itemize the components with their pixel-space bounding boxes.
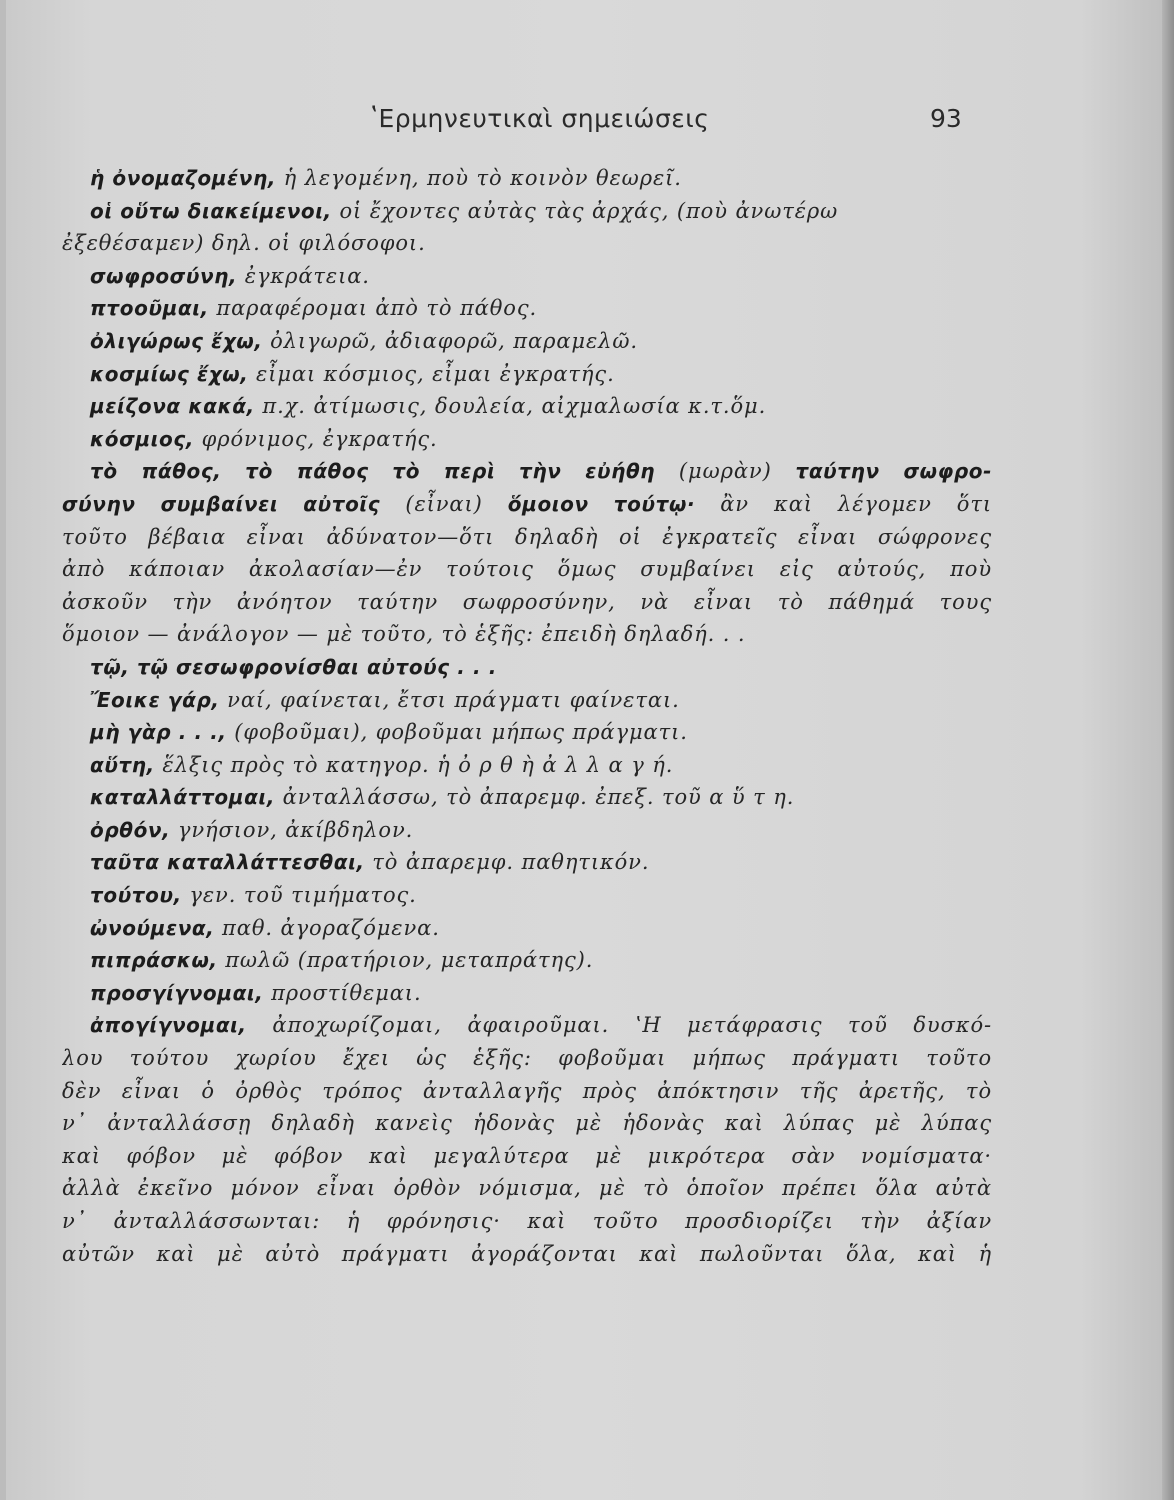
gloss-text: ἐξεθέσαμεν) δηλ. οἱ φιλόσοφοι. (62, 231, 426, 256)
text-line (62, 260, 992, 293)
text-line (62, 227, 992, 260)
lemma-term: μείζονα κακά, (90, 394, 255, 419)
gloss-text: (εἶναι) (380, 491, 508, 516)
text-line (62, 586, 992, 619)
lemma-term: πτοοῦμαι, (90, 296, 209, 321)
text-line (62, 553, 992, 586)
text-line (62, 423, 992, 456)
gloss-text: παραφέρομαι ἀπὸ τὸ πάθος. (208, 296, 538, 321)
page-left-edge (0, 0, 6, 1500)
text-line (62, 651, 992, 684)
text-line (62, 716, 992, 749)
lemma-term: σωφροσύνη, (90, 263, 238, 288)
lemma-term: προσγίγνομαι, (90, 980, 264, 1005)
page-right-edge-shadow (1162, 0, 1174, 1500)
page-body-text (62, 162, 992, 1270)
gloss-text: ἀσκοῦν τὴν ἀνόητον ταύτην σωφροσύνην, νὰ εἶναι τὸ πάθημά τους (62, 589, 992, 614)
gloss-text: λου τούτου χωρίου ἔχει ὡς ἑξῆς: φοβοῦμαι μήπως πράγματι τοῦτο (62, 1046, 992, 1071)
gloss-text: ἀλλὰ ἐκεῖνο μόνον εἶναι ὀρθὸν νόμισμα, μὲ τὸ ὁποῖον πρέπει ὅλα αὐτὰ (62, 1176, 992, 1201)
gloss-text: προστίθεμαι. (263, 980, 422, 1005)
lemma-term: ὀλιγώρως ἔχω, (90, 328, 263, 353)
text-line (62, 1140, 992, 1173)
text-line (62, 618, 992, 651)
text-line (62, 1042, 992, 1075)
text-line (62, 684, 992, 717)
gloss-text: ἡ λεγομένη, ποὺ τὸ κοινὸν θεωρεῖ. (276, 166, 682, 190)
text-line (62, 1205, 992, 1238)
gloss-text: ἀποχωρίζομαι, ἀφαιροῦμαι. ʽΗ μετάφρασις τοῦ δυσκό- (246, 1013, 992, 1038)
text-line (62, 521, 992, 554)
text-line (62, 488, 992, 521)
lemma-term: ἀπογίγνομαι, (90, 1013, 247, 1038)
gloss-text: παθ. ἀγοραζόμενα. (214, 915, 440, 940)
text-line (62, 912, 992, 945)
text-line (62, 1172, 992, 1205)
gloss-text: εἶμαι κόσμιος, εἶμαι ἐγκρατής. (248, 361, 615, 386)
lemma-term: ἡ ὀνομαζομένη, (90, 166, 277, 190)
running-title: ʽΕρμηνευτικαὶ σημειώσεις (370, 104, 710, 133)
gloss-text: ν᾽ ἀνταλλάσσωνται: ἡ φρόνησις· καὶ τοῦτο προσδιορίζει τὴν ἀξίαν (62, 1209, 992, 1233)
text-line (62, 1238, 992, 1271)
text-line (62, 977, 992, 1010)
gloss-text: ν᾽ ἀνταλλάσσῃ δηλαδὴ κανεὶς ἡδονὰς μὲ ἡδονὰς καὶ λύπας μὲ λύπας (62, 1111, 992, 1136)
lemma-term: ὠνούμενα, (90, 915, 215, 940)
lemma-term: ταῦτα καταλλάττεσθαι, (90, 850, 365, 875)
gloss-text: π.χ. ἀτίμωσις, δουλεία, αἰχμαλωσία κ.τ.ὅμ. (254, 394, 767, 419)
gloss-text: ἀπὸ κάποιαν ἀκολασίαν—ἐν τούτοις ὅμως συμβαίνει εἰς αὐτούς, ποὺ (62, 557, 992, 582)
gloss-text: ἂν καὶ λέγομεν ὅτι (695, 491, 992, 516)
gloss-text: (φοβοῦμαι), φοβοῦμαι μήπως πράγματι. (226, 720, 688, 745)
gloss-text: ἀνταλλάσσω, τὸ ἀπαρεμφ. ἐπεξ. τοῦ α ὕ τ η. (275, 785, 795, 810)
gloss-text: γεν. τοῦ τιμήματος. (181, 883, 417, 908)
text-line (62, 749, 992, 782)
gloss-text: ἕλξις πρὸς τὸ κατηγορ. ἡ ὀ ρ θ ὴ ἀ λ λ α γ ή. (154, 752, 674, 777)
lemma-term: κοσμίως ἔχω, (90, 361, 249, 386)
text-line (62, 162, 992, 195)
lemma-term: μὴ γὰρ . . ., (90, 720, 227, 745)
text-line (62, 1107, 992, 1140)
gloss-text: δὲν εἶναι ὁ ὀρθὸς τρόπος ἀνταλλαγῆς πρὸς ἀπόκτησιν τῆς ἀρετῆς, τὸ (62, 1078, 992, 1103)
gloss-text: ἐγκράτεια. (237, 263, 370, 288)
text-line (62, 1009, 992, 1042)
gloss-text: φρόνιμος, ἐγκρατής. (194, 426, 438, 451)
gloss-text: τὸ ἀπαρεμφ. παθητικόν. (364, 850, 650, 875)
text-line (62, 1075, 992, 1108)
gloss-text: (μωρὰν) (655, 459, 796, 484)
text-line (62, 390, 992, 423)
gloss-text: ναί, φαίνεται, ἔτσι πράγματι φαίνεται. (219, 687, 680, 712)
gloss-text: αὐτῶν καὶ μὲ αὐτὸ πράγματι ἀγοράζονται καὶ πωλοῦνται ὅλα, καὶ ἡ (62, 1241, 992, 1266)
text-line (62, 325, 992, 358)
gloss-text: πωλῶ (πρατήριον, μεταπράτης). (217, 948, 594, 973)
lemma-term: Ἔοικε γάρ, (90, 687, 220, 712)
gloss-text: ὅμοιον — ἀνάλογον — μὲ τοῦτο, τὸ ἑξῆς: ἐπειδὴ δηλαδή. . . (62, 622, 746, 647)
gloss-text: οἱ ἔχοντες αὐτὰς τὰς ἀρχάς, (ποὺ ἀνωτέρω (331, 198, 839, 223)
lemma-term: οἱ οὕτω διακείμενοι, (90, 198, 332, 223)
lemma-term: ὀρθόν, (90, 817, 171, 842)
gloss-text: καὶ φόβον μὲ φόβον καὶ μεγαλύτερα μὲ μικρότερα σὰν νομίσματα· (62, 1143, 992, 1168)
text-line (62, 879, 992, 912)
text-line (62, 358, 992, 391)
lemma-term: κόσμιος, (90, 426, 195, 451)
gloss-text: γνήσιον, ἀκίβδηλον. (170, 817, 414, 842)
text-line (62, 846, 992, 879)
page-number: 93 (930, 104, 962, 133)
gloss-text: τοῦτο βέβαια εἶναι ἀδύνατον—ὅτι δηλαδὴ οἱ ἐγκρατεῖς εἶναι σώφρονες (62, 524, 992, 549)
text-line (62, 455, 992, 488)
lemma-term: πιπράσκω, (90, 948, 218, 973)
lemma-term: τὸ πάθος, τὸ πάθος τὸ περὶ τὴν εὐήθη (90, 459, 656, 484)
text-line (62, 781, 992, 814)
lemma-term: καταλλάττομαι, (90, 785, 276, 810)
lemma-term: ταύτην σωφρο- (795, 459, 992, 484)
lemma-term: τούτου, (90, 883, 182, 908)
text-line (62, 195, 992, 228)
text-line (62, 944, 992, 977)
gloss-text: ὀλιγωρῶ, ἀδιαφορῶ, παραμελῶ. (262, 328, 638, 353)
lemma-term: σύνην συμβαίνει αὐτοῖς (62, 491, 381, 516)
page-header (60, 104, 960, 144)
lemma-term: αὕτη, (90, 752, 155, 777)
lemma-term: ὅμοιον τούτῳ· (507, 491, 696, 516)
text-line (62, 814, 992, 847)
lemma-term: τῷ, τῷ σεσωφρονίσθαι αὐτούς . . . (90, 654, 498, 679)
text-line (62, 292, 992, 325)
